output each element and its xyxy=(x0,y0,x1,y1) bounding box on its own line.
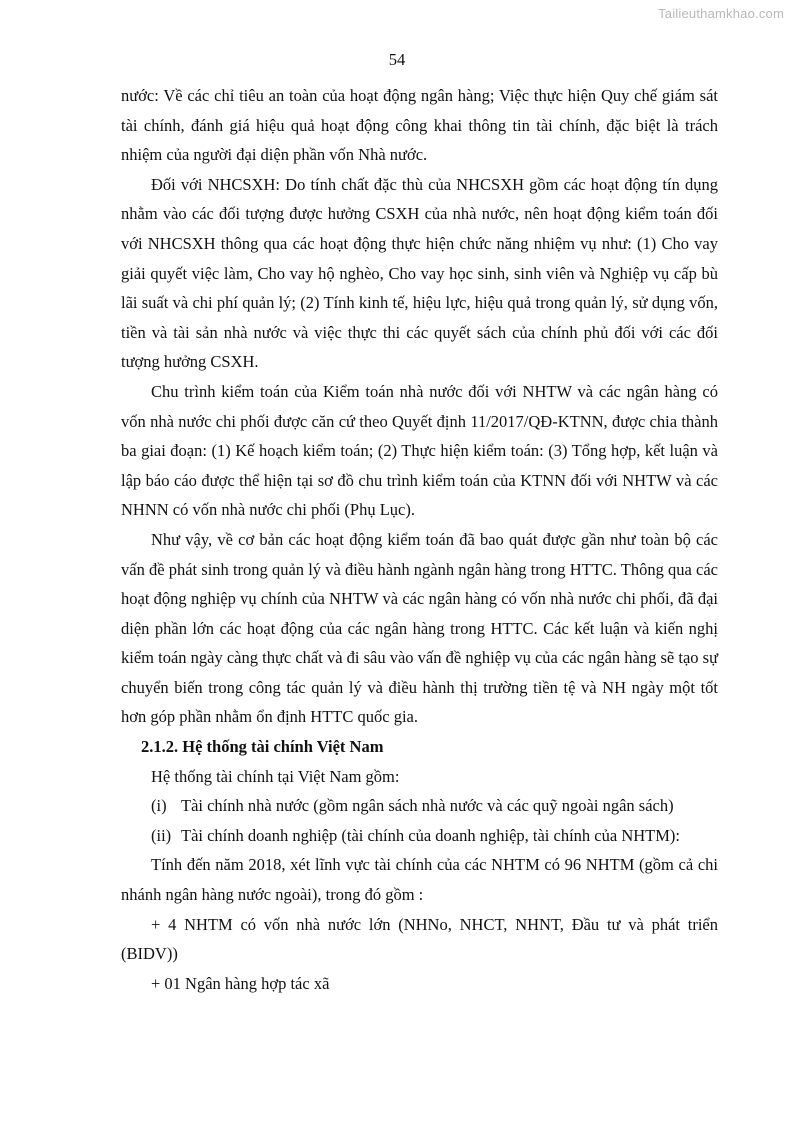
paragraph-summary: Như vậy, về cơ bản các hoạt động kiểm toán đã bao quát được gần như toàn bộ các vấn đề phát sinh trong quản lý và điều hành ngành ngân hàng trong HTTC. Thông qua các hoạt động nghiệp vụ chính của NHTW và các ngân hàng có vốn nhà nước chi phối, đã đại diện phần lớn các hoạt động của các ngân hàng trong HTTC. Các kết luận và kiến nghị kiểm toán ngày càng thực chất và đi sâu vào vấn đề nghiệp vụ của các ngân hàng sẽ tạo sự chuyển biến trong công tác quản lý và điều hành thị trường tiền tệ và NH ngày một tốt hơn góp phần nhằm ổn định HTTC quốc gia. xyxy=(121,529,719,727)
paragraph-state-banks: + 4 NHTM có vốn nhà nước lớn (NHNo, NHCT, NHNT, Đầu tư và phát triển (BIDV)) xyxy=(121,914,718,964)
paragraph-nhtm-count: Tính đến năm 2018, xét lĩnh vực tài chính của các NHTM có 96 NHTM (gồm cả chi nhánh ngân hàng nước ngoài), trong đó gồm : xyxy=(121,855,718,905)
paragraph-audit-cycle: Chu trình kiểm toán của Kiểm toán nhà nước đối với NHTW và các ngân hàng có vốn nhà nước chi phối được căn cứ theo Quyết định 11/2017/QĐ-KTNN, được chia thành ba giai đoạn: (1) Kế hoạch kiểm toán; (2) Thực hiện kiểm toán: (3) Tổng hợp, kết luận và lập báo cáo được thể hiện tại sơ đồ chu trình kiểm toán của KTNN đối với NHTW và các NHNN có vốn nhà nước chi phối (Phụ Lục). xyxy=(121,381,718,520)
list-item-text: Tài chính nhà nước (gồm ngân sách nhà nước và các quỹ ngoài ngân sách) xyxy=(181,796,674,816)
list-item xyxy=(121,791,718,821)
list-marker: (i) xyxy=(151,796,167,816)
watermark: Tailieuthamkhao.com xyxy=(658,6,784,21)
list-item-text: Tài chính doanh nghiệp (tài chính của doanh nghiệp, tài chính của NHTM): xyxy=(181,825,680,845)
paragraph-nhcsxh: Đối với NHCSXH: Do tính chất đặc thù của NHCSXH gồm các hoạt động tín dụng nhằm vào các đối tượng được hưởng CSXH của nhà nước, nên hoạt động kiểm toán đối với NHCSXH thông qua các hoạt động thực hiện chức năng nhiệm vụ như: (1) Cho vay giải quyết việc làm, Cho vay hộ nghèo, Cho vay học sinh, sinh viên và Nghiệp vụ cấp bù lãi suất và chi phí quản lý; (2) Tính kinh tế, hiệu lực, hiệu quả trong quản lý, sử dụng vốn, tiền và tài sản nhà nước và việc thực thi các quyết sách của chính phủ đối với các đối tượng hưởng CSXH. xyxy=(121,174,718,372)
list-item xyxy=(121,821,718,851)
paragraph-continuation: nước: Về các chỉ tiêu an toàn của hoạt động ngân hàng; Việc thực hiện Quy chế giám sát tài chính, đánh giá hiệu quả hoạt động công khai thông tin tài chính, đặc biệt là trách nhiệm của người đại diện phần vốn Nhà nước. xyxy=(121,86,718,165)
page-number: 54 xyxy=(388,50,406,69)
intro-line: Hệ thống tài chính tại Việt Nam gồm: xyxy=(151,766,400,786)
list-marker: (ii) xyxy=(151,825,172,845)
paragraph-cooperative-bank: + 01 Ngân hàng hợp tác xã xyxy=(151,973,330,993)
section-heading: 2.1.2. Hệ thống tài chính Việt Nam xyxy=(141,737,384,757)
document-body xyxy=(121,81,718,998)
